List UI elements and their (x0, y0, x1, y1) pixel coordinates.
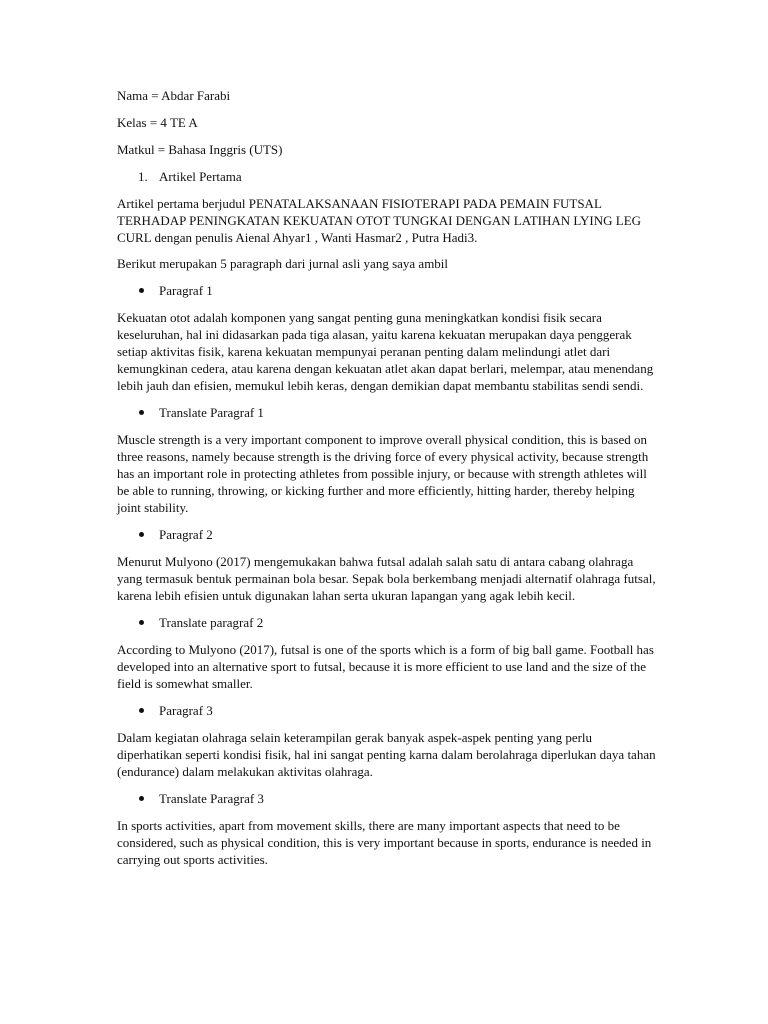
bullet-icon (139, 708, 144, 713)
article-heading: Artikel Pertama (159, 169, 242, 184)
bullet-icon (139, 288, 144, 293)
student-class-line: Kelas = 4 TE A (117, 115, 198, 130)
bullet-heading: Paragraf 1 (159, 283, 213, 298)
article-intro-paragraph: Artikel pertama berjudul PENATALAKSANAAN FISIOTERAPI PADA PEMAIN FUTSAL TERHADAP PENINGKATAN KEKUATAN OTOT TUNGKAI DENGAN LATIHAN LYING LEG CURL dengan penulis Aienal Ahyar1 , Wanti Hasmar2 , Putra Hadi3. (117, 196, 642, 245)
bullet-icon (139, 620, 144, 625)
bullet-heading: Translate Paragraf 3 (159, 791, 264, 806)
bullet-item-paragraf-3 (117, 702, 657, 719)
bullet-heading: Translate paragraf 2 (159, 615, 264, 630)
body-paragraph-translate-3: In sports activities, apart from movement skills, there are many important aspects that need to be considered, such as physical condition, this is very important because in sports, endurance is needed in carrying out sports activities. (117, 818, 652, 867)
bullet-icon (139, 410, 144, 415)
bullet-icon (139, 532, 144, 537)
list-number: 1. (138, 169, 148, 184)
document-page (117, 87, 657, 878)
body-paragraph-translate-1: Muscle strength is a very important component to improve overall physical condition, this is based on three reasons, namely because strength is the driving force of every physical activity, because strength has an important role in protecting athletes from possible injury, or because with strength athletes will be able to running, throwing, or kicking further and more efficiently, hitting harder, thereby helping joint stability. (117, 432, 649, 515)
bullet-heading: Translate Paragraf 1 (159, 405, 264, 420)
bullet-item-paragraf-2 (117, 526, 657, 543)
body-paragraph-2: Menurut Mulyono (2017) mengemukakan bahwa futsal adalah salah satu di antara cabang olahraga yang termasuk bentuk permainan bola besar. Sepak bola berkembang menjadi alternatif olahraga futsal, karena lebih efisien untuk digunakan lahan serta ukuran lapangan yang agak lebih kecil. (117, 554, 656, 603)
bullet-heading: Paragraf 2 (159, 527, 213, 542)
numbered-item-article (117, 168, 657, 185)
lead-sentence: Berikut merupakan 5 paragraph dari jurnal asli yang saya ambil (117, 256, 449, 271)
bullet-item-translate-3 (117, 790, 657, 807)
bullet-item-translate-1 (117, 404, 657, 421)
body-paragraph-translate-2: According to Mulyono (2017), futsal is one of the sports which is a form of big ball game. Football has developed into an alternative sport to futsal, because it is more efficient to use land and the size of the field is somewhat smaller. (117, 642, 654, 691)
body-paragraph-1: Kekuatan otot adalah komponen yang sangat penting guna meningkatkan kondisi fisik secara keseluruhan, hal ini didasarkan pada tiga alasan, yaitu karena kekuatan merupakan daya penggerak setiap aktivitas fisik, karena kekuatan mempunyai peranan penting dalam melindungi atlet dari kemungkinan cedera, atau karena dengan kekuatan atlet akan dapat berlari, melempar, atau menendang lebih jauh dan efisien, memukul lebih keras, dengan demikian dapat membantu stabilitas sendi sendi. (117, 310, 654, 393)
course-line: Matkul = Bahasa Inggris (UTS) (117, 142, 283, 157)
bullet-heading: Paragraf 3 (159, 703, 213, 718)
bullet-item-translate-2 (117, 614, 657, 631)
body-paragraph-3: Dalam kegiatan olahraga selain keterampilan gerak banyak aspek-aspek penting yang perlu diperhatikan seperti kondisi fisik, hal ini sangat penting karna dalam berolahraga diperlukan daya tahan (endurance) dalam melakukan aktivitas olahraga. (117, 730, 656, 779)
bullet-item-paragraf-1 (117, 282, 657, 299)
student-name-line: Nama = Abdar Farabi (117, 88, 231, 103)
bullet-icon (139, 796, 144, 801)
